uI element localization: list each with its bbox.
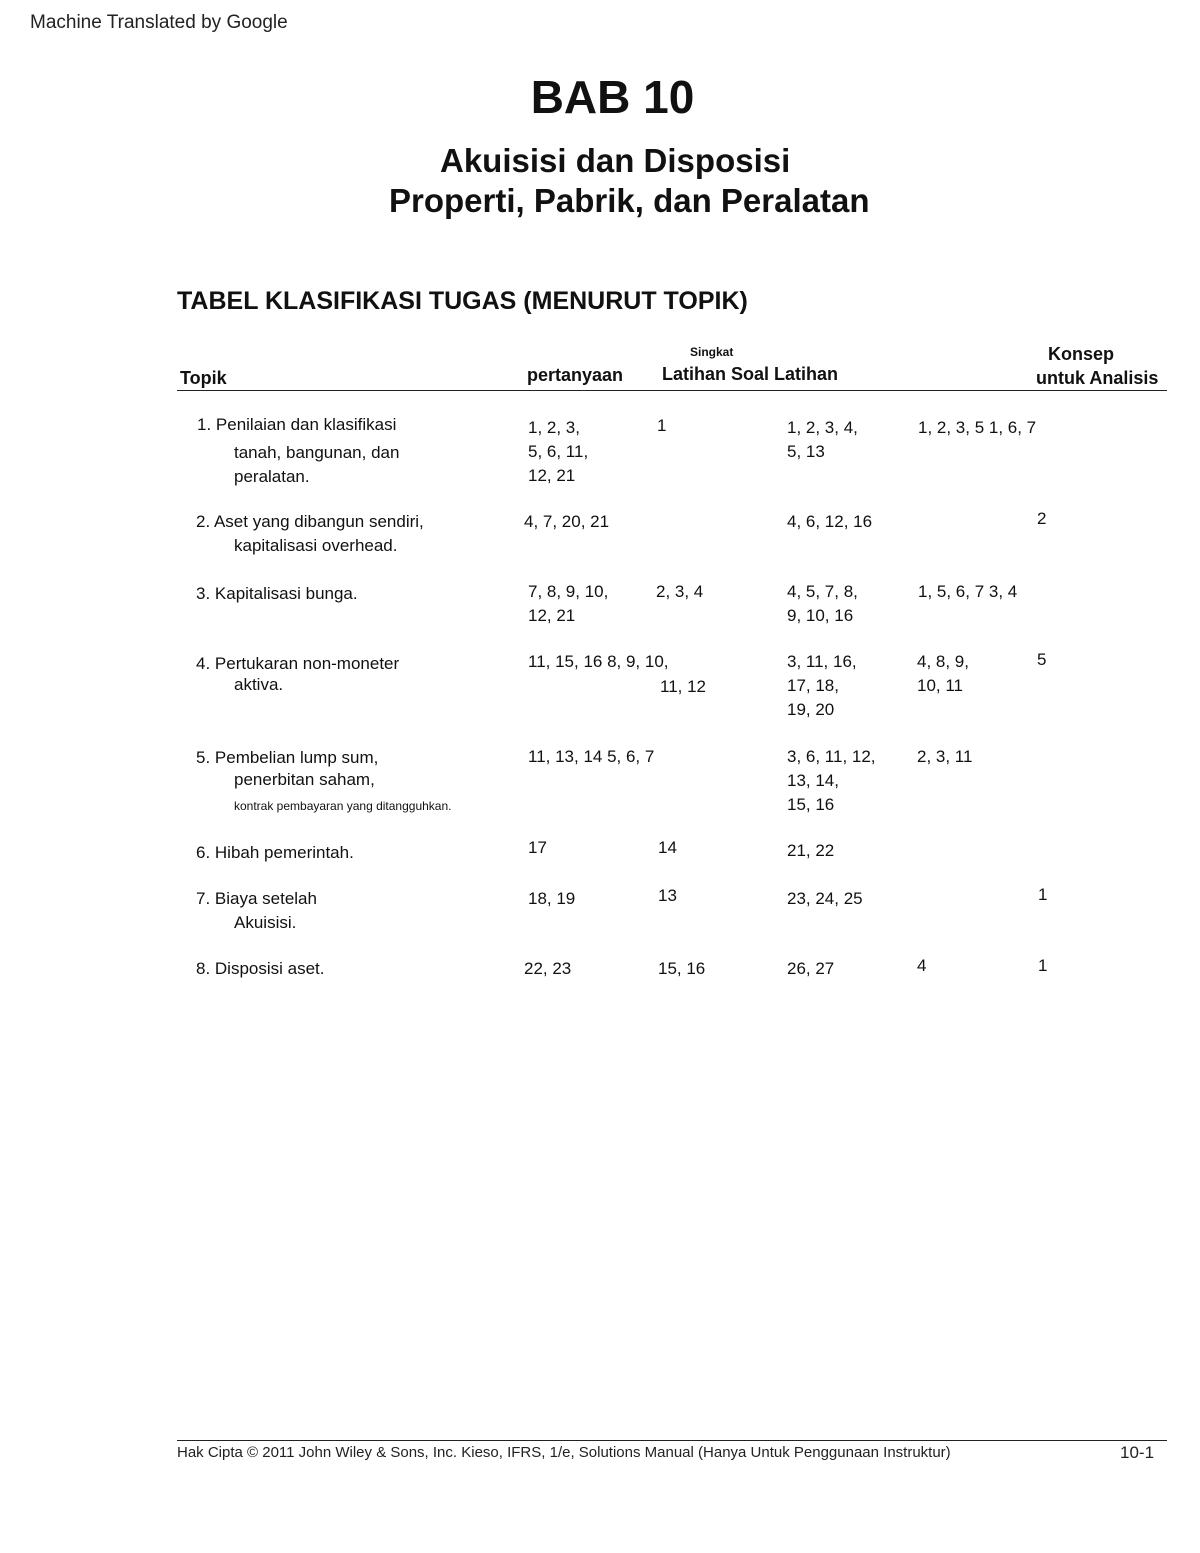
row-1-topic-line-3: peralatan.: [234, 467, 310, 486]
row-4-topic-line-2: aktiva.: [234, 675, 284, 694]
page-number: 10-1: [1120, 1443, 1155, 1462]
row-2-topic-line-1: 2. Aset yang dibangun sendiri,: [196, 512, 424, 531]
row-7-exercises: 23, 24, 25: [787, 889, 863, 908]
row-7-topic-line-2: Akuisisi.: [234, 913, 297, 932]
header-konsep: Konsep: [1048, 344, 1115, 364]
row-3-topic-line-1: 3. Kapitalisasi bunga.: [196, 584, 358, 603]
row-4-concepts: 5: [1037, 650, 1047, 669]
row-2-topic-line-2: kapitalisasi overhead.: [234, 536, 398, 555]
row-2-concepts: 2: [1037, 509, 1047, 528]
row-4-topic-line-1: 4. Pertukaran non-moneter: [196, 654, 400, 673]
chapter-subtitle-line2: Properti, Pabrik, dan Peralatan: [389, 182, 870, 219]
row-4-exercises: 3, 11, 16, 17, 18, 19, 20: [787, 652, 857, 719]
row-3-brief: 2, 3, 4: [656, 582, 704, 601]
row-1-topic-line-2: tanah, bangunan, dan: [234, 443, 400, 462]
row-4-questions: 11, 15, 16 8, 9, 10,: [528, 652, 669, 671]
chapter-subtitle-line1: Akuisisi dan Disposisi: [440, 142, 791, 179]
row-7-topic-line-1: 7. Biaya setelah: [196, 889, 317, 908]
row-6-exercises: 21, 22: [787, 841, 835, 860]
header-singkat: Singkat: [690, 345, 734, 359]
row-1-brief: 1: [657, 416, 667, 435]
row-8-brief: 15, 16: [658, 959, 706, 978]
header-pertanyaan: pertanyaan: [527, 365, 624, 385]
row-8-problems: 4: [917, 956, 927, 975]
row-5-topic-line-1: 5. Pembelian lump sum,: [196, 748, 379, 767]
row-3-exercises: 4, 5, 7, 8, 9, 10, 16: [787, 582, 858, 625]
row-5-problems: 2, 3, 11: [917, 747, 973, 766]
row-2-exercises: 4, 6, 12, 16: [787, 512, 873, 531]
row-4-brief: 11, 12: [660, 677, 707, 696]
row-7-brief: 13: [658, 886, 677, 905]
row-8-questions: 22, 23: [524, 959, 572, 978]
row-5-questions: 11, 13, 14 5, 6, 7: [528, 747, 655, 766]
row-6-questions: 17: [528, 838, 547, 857]
row-6-topic-line-1: 6. Hibah pemerintah.: [196, 843, 354, 862]
footer-rule: [177, 1440, 1167, 1441]
chapter-title: BAB 10: [530, 71, 695, 123]
translation-banner: Machine Translated by Google: [30, 12, 288, 33]
row-2-questions: 4, 7, 20, 21: [524, 512, 610, 531]
row-7-concepts: 1: [1038, 885, 1048, 904]
row-1-topic-line-1: 1. Penilaian dan klasifikasi: [197, 415, 397, 434]
header-untuk-analisis: untuk Analisis: [1036, 368, 1159, 388]
row-8-concepts: 1: [1038, 956, 1048, 975]
row-1-problems: 1, 2, 3, 5 1, 6, 7: [918, 418, 1037, 437]
row-8-topic-line-1: 8. Disposisi aset.: [196, 959, 325, 978]
row-4-problems: 4, 8, 9, 10, 11: [917, 652, 969, 695]
table-title: TABEL KLASIFIKASI TUGAS (MENURUT TOPIK): [177, 287, 748, 315]
row-8-exercises: 26, 27: [787, 959, 835, 978]
row-1-questions: 1, 2, 3, 5, 6, 11, 12, 21: [528, 418, 589, 485]
header-rule: [177, 390, 1167, 391]
row-1-exercises: 1, 2, 3, 4, 5, 13: [787, 418, 858, 461]
footer-copyright: Hak Cipta © 2011 John Wiley & Sons, Inc. Kieso, IFRS, 1/e, Solutions Manual (Hanya Untuk Penggunaan Instruktur): [177, 1444, 951, 1461]
row-5-exercises: 3, 6, 11, 12, 13, 14, 15, 16: [787, 747, 876, 814]
row-3-problems: 1, 5, 6, 7 3, 4: [918, 582, 1018, 601]
header-topik: Topik: [180, 368, 227, 388]
row-5-topic-line-2: penerbitan saham,: [234, 770, 375, 789]
header-latihan: Latihan Soal Latihan: [662, 364, 839, 384]
row-5-topic-line-3: kontrak pembayaran yang ditangguhkan.: [234, 799, 452, 813]
row-3-questions: 7, 8, 9, 10, 12, 21: [528, 582, 609, 625]
row-7-questions: 18, 19: [528, 889, 576, 908]
row-6-brief: 14: [658, 838, 677, 857]
